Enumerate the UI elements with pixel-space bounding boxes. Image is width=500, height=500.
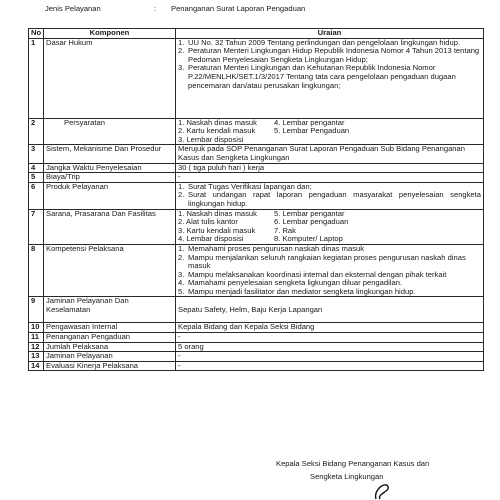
row-komponen: Jaminan Pelayanan Dan Keselamatan [44, 297, 176, 323]
table-row [29, 244, 484, 297]
grid-cell: 2. Kartu kendali masuk [178, 126, 256, 136]
row-uraian: - [176, 352, 484, 362]
table-row [29, 352, 484, 362]
table-row [29, 361, 484, 371]
row-komponen: Produk Pelayanan [44, 182, 176, 209]
row-no: 14 [29, 361, 44, 371]
grid-cell: 1. Naskah dinas masuk [178, 208, 257, 218]
grid-cell [274, 136, 481, 145]
list-item: 2. Mampu menjalankan seluruh rangkaian kegiatan proses pengurusan naskah dinas masuk [178, 252, 466, 271]
signature-mark [372, 482, 394, 500]
row-komponen: Sistem, Mekanisme Dan Prosedur [44, 145, 176, 163]
table-row [29, 145, 484, 163]
signatory-title-line2: Sengketa Lingkungan [310, 472, 384, 481]
row-uraian: Kepala Bidang dan Kepala Seksi Bidang [176, 323, 484, 333]
row-uraian [176, 182, 484, 209]
row-komponen: Jangka Waktu Penyelesaian [44, 163, 176, 173]
row-no: 2 [29, 118, 44, 145]
row-uraian: Merujuk pada SOP Penanganan Surat Laporan Pengaduan Sub Bidang Penanganan Kasus dan Sengketa Lingkungan [176, 145, 484, 163]
row-no: 4 [29, 163, 44, 173]
row-no: 1 [29, 38, 44, 118]
list-item: 1. Surat Tugas Verifikasi lapangan dan; [178, 181, 312, 191]
service-type-colon: : [154, 4, 157, 13]
list-item: 4. Mamahami penyelesaian sengketa ligkungan diluar pengadilan. [178, 278, 403, 288]
row-no: 9 [29, 297, 44, 323]
service-type-value: Penanganan Surat Laporan Pengaduan [171, 4, 306, 13]
grid-cell: 8. Komputer/ Laptop [274, 234, 343, 244]
table-header-row [29, 29, 484, 39]
table-row [29, 118, 484, 145]
row-uraian [176, 38, 484, 118]
service-type-label: Jenis Pelayanan [45, 4, 101, 13]
grid-cell: 3. Lembar disposisi [178, 134, 244, 144]
row-no: 10 [29, 323, 44, 333]
row-uraian: Sepatu Safety, Helm, Baju Kerja Lapangan [176, 297, 484, 323]
row-no: 13 [29, 352, 44, 362]
table-row [29, 297, 484, 323]
row-komponen: Jumlah Pelaksana [44, 342, 176, 352]
col-header-uraian: Uraian [176, 29, 484, 39]
row-komponen: Persyaratan [44, 118, 176, 145]
table-row [29, 173, 484, 183]
row-uraian: - [176, 333, 484, 343]
row-komponen: Pengawasan Internal [44, 323, 176, 333]
facility-grid [178, 210, 481, 244]
grid-cell: 6. Lembar pengaduan [274, 217, 349, 227]
row-no: 12 [29, 342, 44, 352]
list-item: 1. Memahami proses pengurusan naskah dinas masuk [178, 243, 365, 253]
row-no: 11 [29, 333, 44, 343]
row-komponen: Sarana, Prasarana Dan Fasilitas [44, 209, 176, 244]
row-uraian [176, 209, 484, 244]
row-no: 3 [29, 145, 44, 163]
grid-cell: 4. Lembar disposisi [178, 234, 244, 244]
table-row [29, 182, 484, 209]
row-uraian: - [176, 361, 484, 371]
grid-cell: 5. Lembar pengantar [274, 208, 345, 218]
row-komponen: Evaluasi Kinerja Pelaksana [44, 361, 176, 371]
row-no: 7 [29, 209, 44, 244]
list-item: 2. Surat undangan rapat laporan pengaduan masyarakat penyelesaian sengketa lingkungan hidup. [178, 190, 481, 208]
list-item: 3. Peraturan Menteri Lingkungan dan Kehutanan Republik Indonesia Nomor P.22/MENLHK/SET.1/3/2017 Tentang tata cara pengelolaan pengaduan dugaan pencemaran dan/atau perusakan lingkungan; [178, 63, 456, 90]
row-uraian [176, 118, 484, 145]
requirement-grid [178, 119, 481, 145]
row-komponen: Penanganan Pengaduan [44, 333, 176, 343]
row-uraian: - [176, 173, 484, 183]
row-no: 6 [29, 182, 44, 209]
row-komponen: Kompetensi Pelaksana [44, 244, 176, 297]
row-uraian: 30 ( tiga puluh hari ) kerja [176, 163, 484, 173]
list-item: 2. Peraturan Menteri Lingkungan Hidup Republik Indonesia Nomor 4 Tahun 2013 tentang Pedoman Penyelesaian Sengketa Lingkungan Hidup; [178, 46, 480, 64]
list-item: 1. UU No. 32 Tahun 2009 Tentang perlindungan dan pengelolaan lingkungan hidup. [178, 37, 461, 47]
table-row [29, 163, 484, 173]
row-komponen: Jaminan Pelayanan [44, 352, 176, 362]
col-header-komponen: Komponen [44, 29, 176, 39]
table-row [29, 209, 484, 244]
list-item: 5. Mampu menjadi fasilitator dan mediator sengketa lingkungan hidup. [178, 286, 416, 296]
row-komponen: Biaya/Trip [44, 173, 176, 183]
row-uraian [176, 244, 484, 297]
row-uraian: 5 orang [176, 342, 484, 352]
row-no: 8 [29, 244, 44, 297]
grid-cell: 2. Alat tulis kantor [178, 217, 238, 227]
row-komponen: Dasar Hukum [44, 38, 176, 118]
signatory-title-line1: Kepala Seksi Bidang Penanganan Kasus dan [276, 459, 430, 468]
col-header-no: No [29, 29, 44, 39]
table-row [29, 333, 484, 343]
service-table [28, 28, 484, 371]
grid-cell: 5. Lembar Pengaduan [274, 126, 350, 136]
row-no: 5 [29, 173, 44, 183]
grid-cell: 1. Naskah dinas masuk [178, 117, 257, 127]
grid-cell: 7. Rak [274, 225, 296, 235]
grid-cell: 4. Lembar pengantar [274, 117, 345, 127]
grid-cell: 3. Kartu kendali masuk [178, 225, 256, 235]
service-type-line [45, 4, 480, 16]
list-item: 3. Mampu melaksanakan koordinasi internal dan eksternal dengan pihak terkait [178, 269, 447, 279]
table-row [29, 38, 484, 118]
